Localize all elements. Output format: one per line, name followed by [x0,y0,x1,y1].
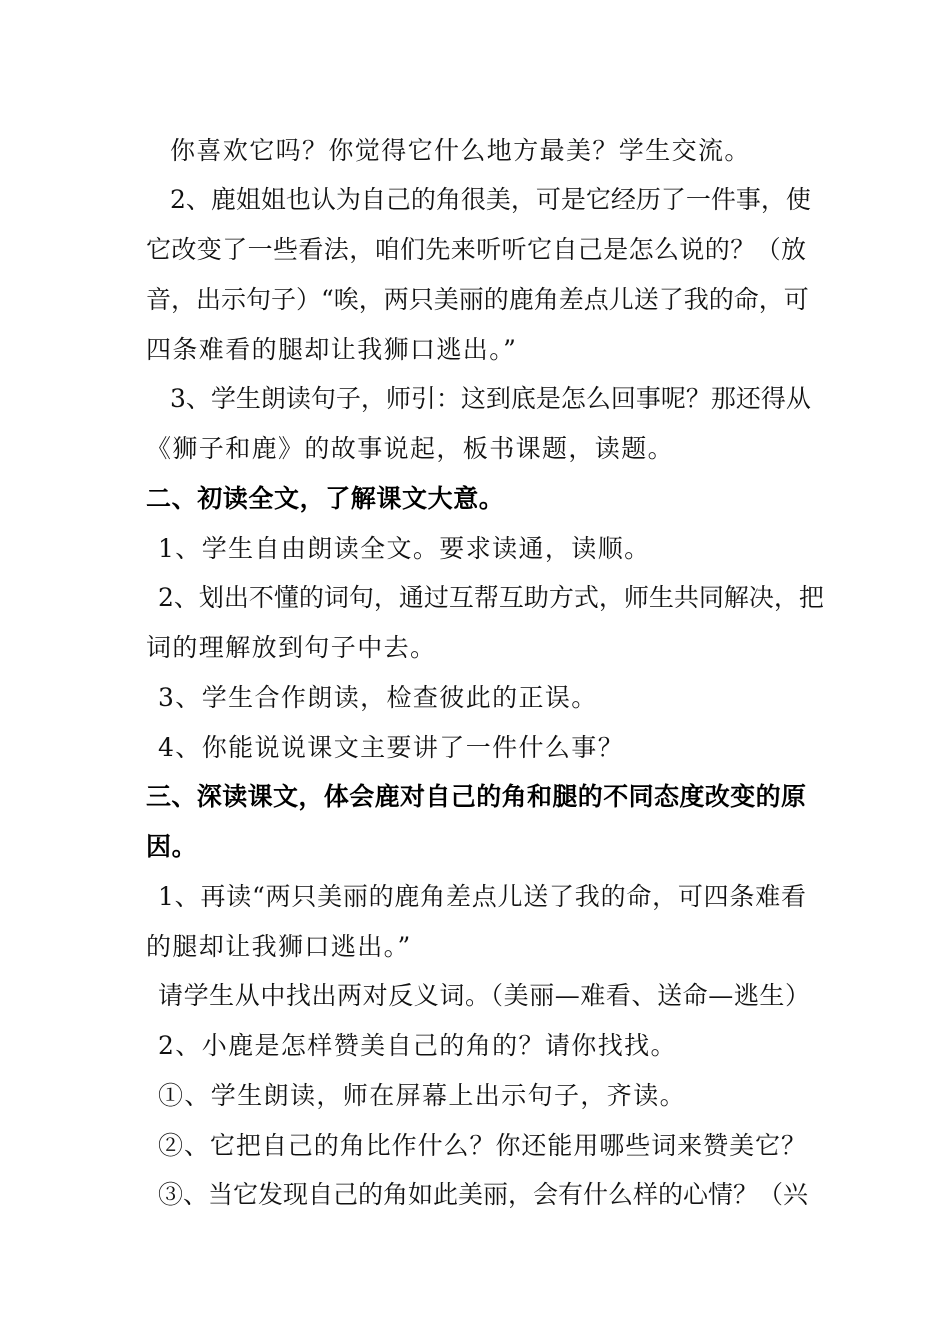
paragraph-line: 它改变了一些看法，咱们先来听听它自己是怎么说的？（放 [146,235,806,264]
list-item: 4、你能说说课文主要讲了一件什么事？ [158,733,625,762]
paragraph-line: 你喜欢它吗？你觉得它什么地方最美？学生交流。 [170,136,751,165]
list-item: 2、划出不懂的词句，通过互帮互助方式，师生共同解决，把 [158,583,824,612]
section-heading: 二、初读全文，了解课文大意。 [146,484,505,513]
paragraph-line: 3、学生朗读句子，师引：这到底是怎么回事呢？那还得从 [170,384,811,413]
paragraph-line: 四条难看的腿却让我狮口逃出。” [146,335,518,364]
paragraph-line: 的腿却让我狮口逃出。” [146,932,412,961]
list-item: 3、学生合作朗读，检查彼此的正误。 [158,683,598,712]
paragraph-line: 请学生从中找出两对反义词。（美丽—难看、送命—逃生） [158,981,810,1010]
paragraph-line: 2、鹿姐姐也认为自己的角很美，可是它经历了一件事，使 [170,185,811,214]
list-item: 1、再读“两只美丽的鹿角差点儿送了我的命，可四条难看 [158,882,806,911]
paragraph-line: 音，出示句子）“唉，两只美丽的鹿角差点儿送了我的命，可 [146,285,809,314]
paragraph-line: 词的理解放到句子中去。 [146,633,437,662]
paragraph-line: 《狮子和鹿》的故事说起，板书课题，读题。 [146,434,675,463]
section-heading: 因。 [146,832,198,861]
list-item: ③、当它发现自己的角如此美丽，会有什么样的心情？（兴 [158,1180,809,1209]
list-item: ②、它把自己的角比作什么？你还能用哪些词来赞美它？ [158,1131,806,1160]
list-item: 1、学生自由朗读全文。要求读通，读顺。 [158,534,651,563]
list-item: ①、学生朗读，师在屏幕上出示句子，齐读。 [158,1081,687,1110]
section-heading: 三、深读课文，体会鹿对自己的角和腿的不同态度改变的原 [146,782,806,811]
list-item: 2、小鹿是怎样赞美自己的角的？请你找找。 [158,1031,677,1060]
